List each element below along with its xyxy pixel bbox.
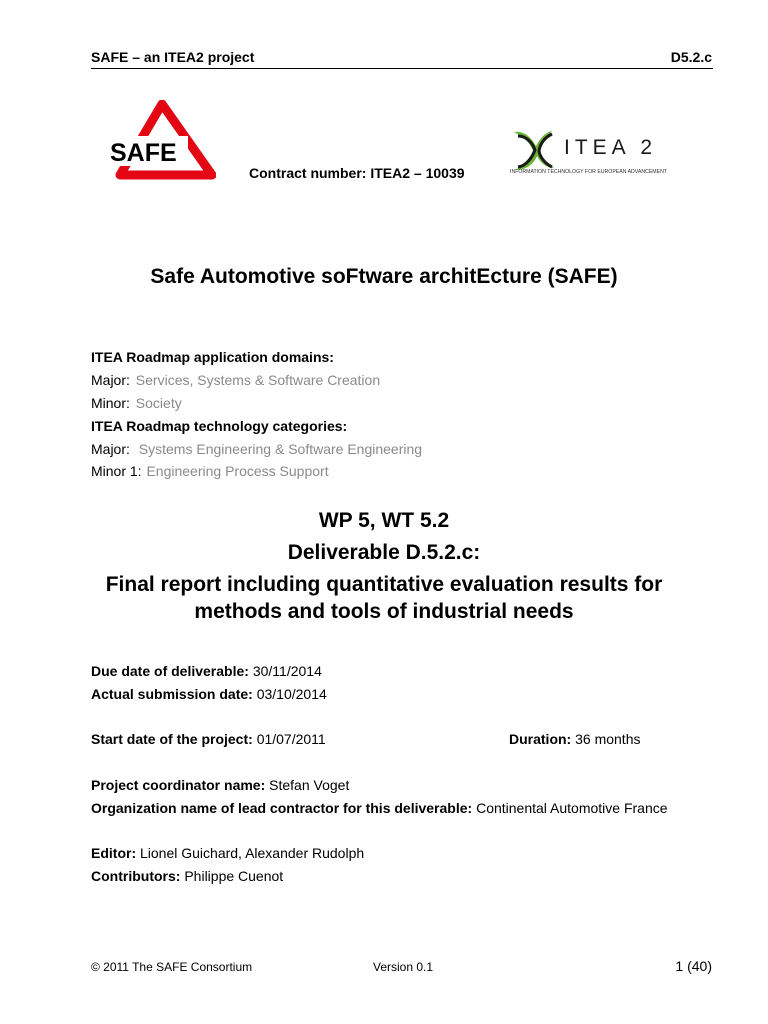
footer-page-number: 1 (40) (675, 958, 712, 974)
lead-contractor-label: Organization name of lead contractor for this deliverable: (91, 800, 473, 816)
itea2-logo-text: ITEA 2 (564, 136, 658, 159)
roadmap-tech-minor (91, 463, 329, 479)
roadmap-domain-major (91, 372, 380, 388)
roadmap-tech-major (91, 441, 422, 457)
due-date (91, 663, 322, 679)
duration-label: Duration: (509, 731, 572, 747)
roadmap-domains-heading: ITEA Roadmap application domains: (91, 349, 334, 365)
submission-date (91, 686, 327, 702)
itea2-logo (510, 126, 692, 176)
roadmap-domain-minor (91, 395, 182, 411)
due-date-label: Due date of deliverable: (91, 663, 249, 679)
roadmap-tech-heading: ITEA Roadmap technology categories: (91, 418, 348, 434)
footer-version: Version 0.1 (373, 960, 434, 974)
header-document-id: D5.2.c (670, 49, 712, 65)
start-date-value: 01/07/2011 (256, 731, 326, 747)
submission-date-label: Actual submission date: (91, 686, 253, 702)
editor-value: Lionel Guichard, Alexander Rudolph (140, 845, 365, 861)
roadmap-tech-major-label: Major: (91, 441, 130, 457)
roadmap-domain-minor-value: Society (135, 395, 182, 411)
header-rule (91, 68, 713, 69)
roadmap-tech-minor-value: Engineering Process Support (146, 463, 329, 479)
coordinator-label: Project coordinator name: (91, 777, 266, 793)
coordinator-value: Stefan Voget (269, 777, 350, 793)
roadmap-tech-minor-label: Minor 1: (91, 463, 142, 479)
editor-label: Editor: (91, 845, 137, 861)
start-date-label: Start date of the project: (91, 731, 253, 747)
deliverable-title-line1: Final report including quantitative evaluation results for (105, 573, 663, 596)
safe-logo (108, 100, 216, 180)
editor (91, 845, 364, 861)
roadmap-domain-minor-label: Minor: (91, 395, 130, 411)
contributors-label: Contributors: (91, 868, 181, 884)
roadmap-tech-major-value: Systems Engineering & Software Engineering (138, 441, 423, 457)
roadmap-domain-major-label: Major: (91, 372, 130, 388)
duration-value: 36 months (575, 731, 641, 747)
lead-contractor (91, 800, 668, 816)
roadmap-domain-major-value: Services, Systems & Software Creation (135, 372, 381, 388)
safe-logo-text: SAFE (110, 139, 177, 167)
due-date-value: 30/11/2014 (252, 663, 322, 679)
deliverable-id: Deliverable D.5.2.c: (287, 541, 481, 564)
coordinator (91, 777, 349, 793)
contract-number: Contract number: ITEA2 – 10039 (249, 165, 465, 181)
start-date (91, 731, 326, 747)
contributors-value: Philippe Cuenot (184, 868, 284, 884)
submission-date-value: 03/10/2014 (256, 686, 327, 702)
contributors (91, 868, 283, 884)
duration (509, 731, 640, 747)
footer-copyright: © 2011 The SAFE Consortium (91, 960, 253, 974)
lead-contractor-value: Continental Automotive France (476, 800, 668, 816)
header-project-name: SAFE – an ITEA2 project (91, 49, 255, 65)
work-package: WP 5, WT 5.2 (318, 509, 450, 532)
deliverable-title-line2: methods and tools of industrial needs (194, 600, 574, 623)
project-title: Safe Automotive soFtware architEcture (SAFE) (150, 265, 618, 288)
itea2-logo-tagline: INFORMATION TECHNOLOGY FOR EUROPEAN ADVANCEMENT (510, 169, 667, 175)
